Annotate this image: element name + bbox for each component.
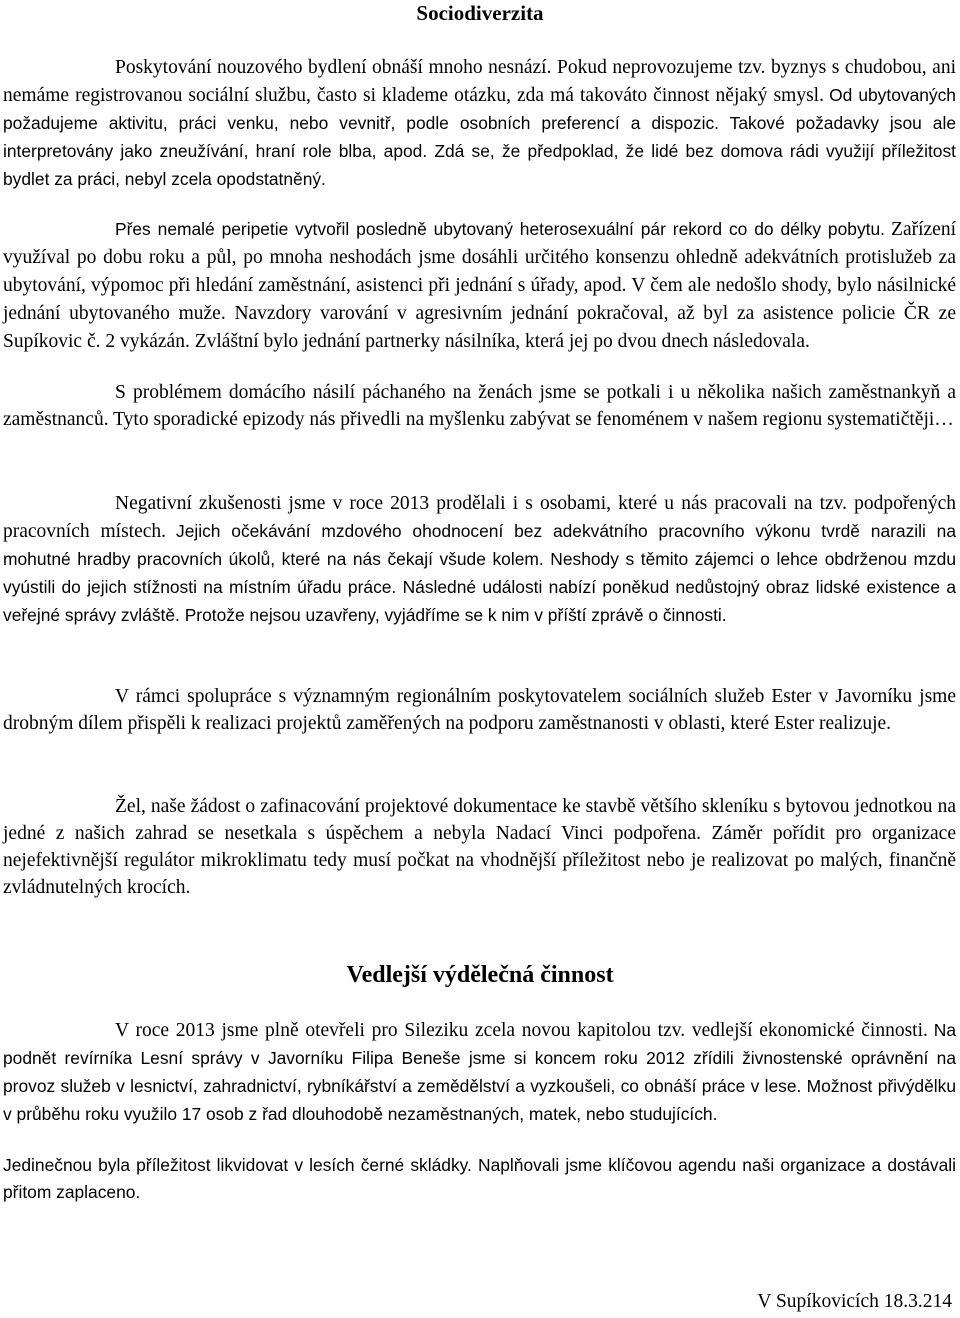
paragraph-text-serif: V roce 2013 jsme plně otevřeli pro Sileziku zcela novou kapitolou tzv. vedlejší ekonomické činnosti. — [115, 1020, 928, 1041]
paragraph-text-serif: Negativní zkušenosti jsme v roce 2013 prodělali i s osobami, které u nás pracovali na tzv. podpořených pracovních místech. — [3, 493, 956, 542]
footer-place-date: V Supíkovicích 18.3.214 — [757, 1291, 952, 1312]
paragraph-text-serif: Zařízení využíval po dobu roku a půl, po mnoha neshodách jsme dosáhli určitého konsenzu ohledně adekvátních protislužeb za ubytování, výpomoc při hledání zaměstnání, asistenci při jednání s úřady, apod. V čem ale nedošlo shody, bylo násilnické jednání ubytovaného muže. Navzdory varování v agresivním jednání pokračoval, až byl za asistence policie ČR ze Supíkovic č. 2 vykázán. Zvláštní bylo jednání partnerky násilníka, která jej po dvou dnech následovala. — [3, 219, 957, 352]
paragraph-spoluprace-ester: V rámci spolupráce s významným regionálním poskytovatelem sociálních služeb Ester v Javorníku jsme drobným dílem přispěli k realizaci projektů zaměřených na podporu zaměstnanosti v oblasti, které Ester realizuje. — [3, 686, 956, 734]
paragraph-cerne-skladky: Jedinečnou byla příležitost likvidovat v lesích černé skládky. Naplňovali jsme klíčovou agendu naši organizace a dostávali přitom zaplaceno. — [3, 1155, 956, 1202]
paragraph-text-sans: Přes nemalé peripetie vytvořil posledně ubytovaný heterosexuální pár rekord co do délky pobytu. — [115, 219, 885, 239]
paragraph-negativni-zkusenosti — [3, 490, 956, 630]
paragraph-text-sans: Od ubytovaných požadujeme aktivitu, práci venku, nebo vevnitř, podle osobních preferencí a dispozic. Takové požadavky jsou ale interpretovány jako zneužívání, hraní role blba, apod. Zdá se, že předpoklad, že lidé bez domova rádi využijí příležitost bydlet za práci, nebyl zcela opodstatněný. — [3, 85, 956, 189]
paragraph-zadost-sklenik: Žel, naše žádost o zafinacování projektové dokumentace ke stavbě většího skleníku s bytovou jednotkou na jedné z našich zahrad se nesetkala s úspěchem a nebyla Nadací Vinci podpořena. Záměr pořídit pro organizace nejefektivnější regulátor mikroklimatu tedy musí počkat na vhodnější příležitost nebo je realizovat po malých, finančně zvládnutelných krocích. — [3, 796, 956, 898]
paragraph-text-sans: Jejich očekávání mzdového ohodnocení bez adekvátního pracovního výkonu tvrdě narazili na mohutné hradby pracovních úkolů, které na nás čekají všude kolem. Neshody s těmito zájemci o lehce obdrženou mzdu vyústili do jejich stížnosti na místním úřadu práce. Následné události nabízí poněkud nedůstojný obraz lidské existence a veřejné správy zvláště. Protože nejsou uzavřeny, vyjádříme se k nim v příští zprávě o činnosti. — [3, 521, 957, 625]
section-title-sociodiverzita: Sociodiverzita — [416, 1, 544, 25]
paragraph-ubytovany-par — [3, 216, 956, 356]
paragraph-nouzove-bydleni — [3, 54, 956, 194]
paragraph-domaci-nasili: S problémem domácího násilí páchaného na ženách jsme se potkali i u několika našich zaměstnankyň a zaměstnanců. Tyto sporadické epizody nás přivedli na myšlenku zabývat se fenoménem v našem regionu systematičtěji… — [3, 382, 956, 430]
paragraph-vedlejsi-ekonomicka-cinnost — [3, 1017, 956, 1129]
paragraph-text-serif: Poskytování nouzového bydlení obnáší mnoho nesnází. Pokud neprovozujeme tzv. byznys s chudobou, ani nemáme registrovanou sociální službu, často si klademe otázku, zda má takováto činnost nějaký smysl. — [3, 57, 956, 106]
section-title-vedlejsi-cinnost: Vedlejší výdělečná činnost — [346, 962, 614, 988]
paragraph-text-sans: Na podnět revírníka Lesní správy v Javorníku Filipa Beneše jsme si koncem roku 2012 zřídili živnostenské oprávnění na provoz služeb v lesnictví, zahradnictví, rybníkářství a zemědělství a vyzkoušeli, co obnáší práce v lese. Možnost přivýdělku v průběhu roku využilo 17 osob z řad dlouhodobě nezaměstnaných, matek, nebo studujících. — [3, 1020, 957, 1124]
